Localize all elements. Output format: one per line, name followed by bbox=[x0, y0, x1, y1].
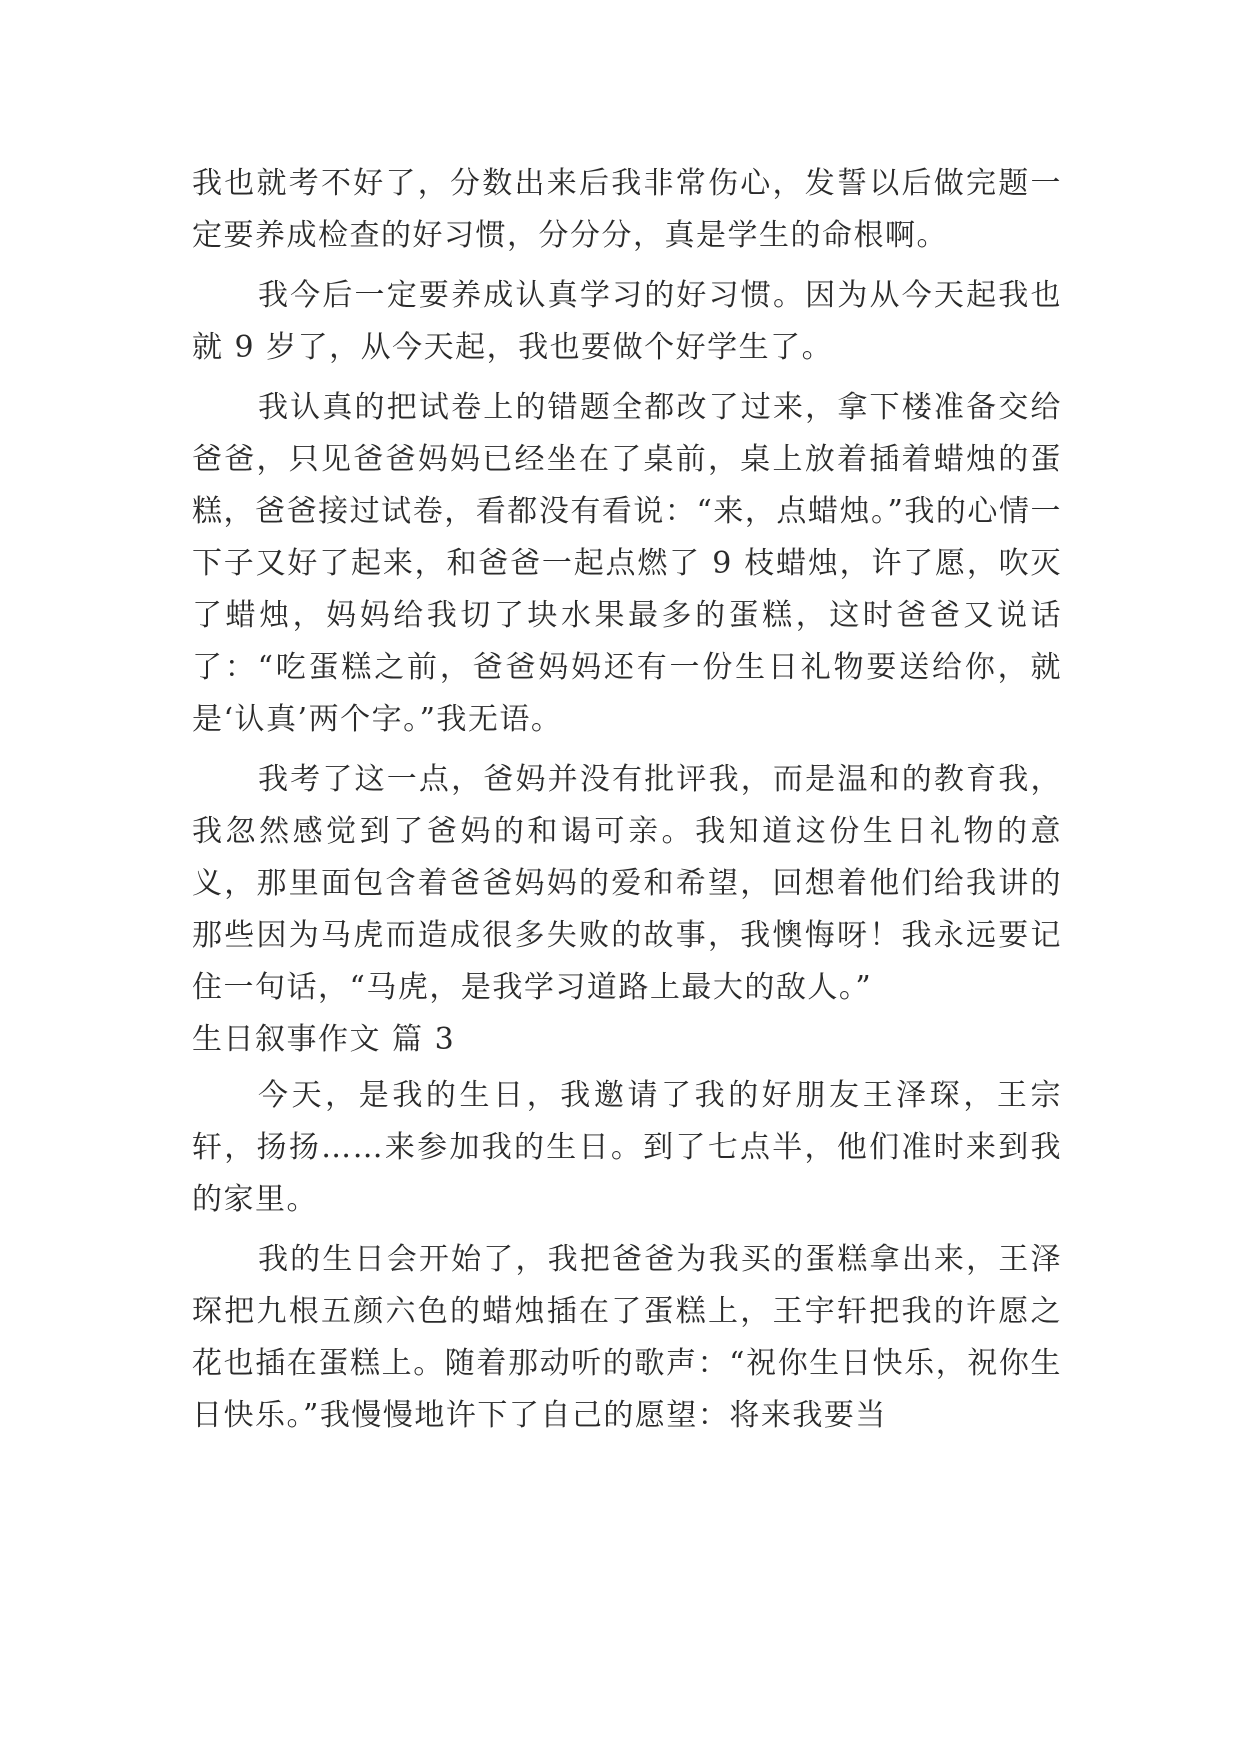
document-body bbox=[192, 158, 1062, 1450]
paragraph-1: 我也就考不好了，分数出来后我非常伤心，发誓以后做完题一定要养成检查的好习惯，分分分，真是学生的命根啊。 bbox=[192, 166, 1062, 253]
paragraph-4: 我考了这一点，爸妈并没有批评我，而是温和的教育我，我忽然感觉到了爸妈的和谒可亲。我知道这份生日礼物的意义，那里面包含着爸爸妈妈的爱和希望，回想着他们给我讲的那些因为马虎而造成很多失败的故事，我懊悔呀！我永远要记住一句话，“马虎，是我学习道路上最大的敌人。” bbox=[192, 762, 1062, 1005]
paragraph-5: 今天，是我的生日，我邀请了我的好朋友王泽琛，王宗轩，扬扬……来参加我的生日。到了七点半，他们准时来到我的家里。 bbox=[192, 1078, 1062, 1217]
paragraph-3: 我认真的把试卷上的错题全都改了过来，拿下楼准备交给爸爸，只见爸爸妈妈已经坐在了桌前，桌上放着插着蜡烛的蛋糕，爸爸接过试卷，看都没有看说：“来，点蜡烛。”我的心情一下子又好了起来，和爸爸一起点燃了 9 枝蜡烛，许了愿，吹灭了蜡烛，妈妈给我切了块水果最多的蛋糕，这时爸爸又说话了：“吃蛋糕之前，爸爸妈妈还有一份生日礼物要送给你，就是‘认真’两个字。”我无语。 bbox=[192, 390, 1062, 737]
section-heading: 生日叙事作文 篇 3 bbox=[192, 1022, 456, 1057]
paragraph-2: 我今后一定要养成认真学习的好习惯。因为从今天起我也就 9 岁了，从今天起，我也要做个好学生了。 bbox=[192, 278, 1062, 365]
paragraph-6: 我的生日会开始了，我把爸爸为我买的蛋糕拿出来，王泽琛把九根五颜六色的蜡烛插在了蛋糕上，王宇轩把我的许愿之花也插在蛋糕上。随着那动听的歌声：“祝你生日快乐，祝你生日快乐。”我慢慢地许下了自己的愿望：将来我要当 bbox=[192, 1242, 1062, 1433]
